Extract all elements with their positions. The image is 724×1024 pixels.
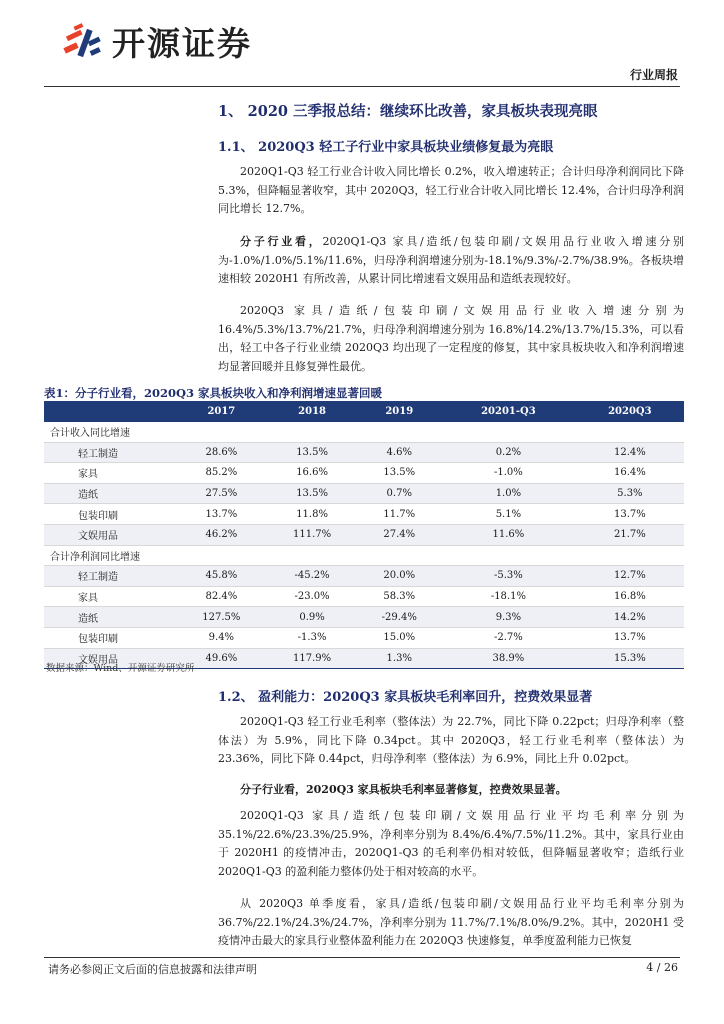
kaiyuan-logo-icon <box>60 19 104 63</box>
table-cell: -18.1% <box>441 586 576 607</box>
table-cell: -1.3% <box>267 627 358 648</box>
header-cell: 2019 <box>357 401 441 422</box>
table-cell: 127.5% <box>176 607 267 628</box>
table-cell: 13.5% <box>267 442 358 463</box>
table-row <box>44 442 684 463</box>
row-label: 包装印刷 <box>44 627 176 648</box>
table-row <box>44 524 684 545</box>
table-cell: 111.7% <box>267 524 358 545</box>
header-cell: 2020Q3 <box>576 401 684 422</box>
row-label: 文娱用品 <box>44 648 176 669</box>
table-cell: 11.8% <box>267 504 358 525</box>
row-label: 包装印刷 <box>44 504 176 525</box>
section-1-2-title: 1.2、 盈利能力：2020Q3 家具板块毛利率回升，控费效果显著 <box>218 690 593 705</box>
table-cell: 13.5% <box>267 483 358 504</box>
table-cell: 0.9% <box>267 607 358 628</box>
header-cell <box>44 401 176 422</box>
section-1-2-para-3: 2020Q1-Q3 家具/造纸/包装印刷/文娱用品行业平均毛利率分别为35.1%/22.6%/23.3%/25.9%，净利率分别为 8.4%/6.4%/7.5%/11.2%。其中，家具行业由于 2020H1 的疫情冲击，2020Q1-Q3 的毛利率仍相对较低，但降幅显著收窄；造纸行业 2020Q1-Q3 的盈利能力整体仍处于相对较高的水平。 <box>218 809 684 878</box>
row-label: 造纸 <box>44 483 176 504</box>
logo-text: 开源证券 <box>112 23 252 63</box>
table-cell: 28.6% <box>176 442 267 463</box>
table-cell: 15.3% <box>576 648 684 669</box>
row-label: 家具 <box>44 463 176 484</box>
table-row <box>44 566 684 587</box>
table-cell: -5.3% <box>441 566 576 587</box>
row-label: 家具 <box>44 586 176 607</box>
table-cell: -23.0% <box>267 586 358 607</box>
table-1-title: 表1：分子行业看，2020Q3 家具板块收入和净利润增速显著回暖 <box>44 386 383 400</box>
table-cell: 38.9% <box>441 648 576 669</box>
table-cell: 9.4% <box>176 627 267 648</box>
table-cell: 82.4% <box>176 586 267 607</box>
header-cell: 2017 <box>176 401 267 422</box>
table-cell: 13.7% <box>576 627 684 648</box>
table-cell: 20.0% <box>357 566 441 587</box>
table-cell: 27.5% <box>176 483 267 504</box>
section-1-2-para-1: 2020Q1-Q3 轻工行业毛利率（整体法）为 22.7%，同比下降 0.22pct；归母净利率（整体法）为 5.9%，同比下降 0.34pct。其中 2020Q3，轻工行业毛利率（整体法）为 23.36%，同比下降 0.44pct，归母净利率（整体法）为 6.9%，同比上升 0.02pct。 <box>218 715 684 765</box>
growth-table <box>44 401 684 669</box>
table-cell: 5.3% <box>576 483 684 504</box>
section-1-1-para-3: 2020Q3 家具/造纸/包装印刷/文娱用品行业收入增速分别为16.4%/5.3%/13.7%/21.7%，归母净利润增速分别为 16.8%/14.2%/13.7%/15.3%，可以看出，轻工中各子行业业绩 2020Q3 均出现了一定程度的修复，其中家具板块收入和净利润增速均显著回暖并且修复弹性最优。 <box>218 304 684 373</box>
row-label: 文娱用品 <box>44 524 176 545</box>
row-label: 造纸 <box>44 607 176 628</box>
report-type-tag: 行业周报 <box>629 68 678 82</box>
table-cell: 0.2% <box>441 442 576 463</box>
table-row <box>44 463 684 484</box>
table-cell: 15.0% <box>357 627 441 648</box>
table-section-row <box>44 422 684 442</box>
table-cell: -29.4% <box>357 607 441 628</box>
table-cell: 46.2% <box>176 524 267 545</box>
table-cell: 1.0% <box>441 483 576 504</box>
table-row <box>44 483 684 504</box>
table-cell: 21.7% <box>576 524 684 545</box>
table-cell: 16.4% <box>576 463 684 484</box>
section-1-1-para-1: 2020Q1-Q3 轻工行业合计收入同比增长 0.2%，收入增速转正；合计归母净利润同比下降 5.3%，但降幅显著收窄，其中 2020Q3，轻工行业合计收入同比增长 12.4%，合计归母净利润同比增长 12.7%。 <box>218 165 684 215</box>
footer-divider <box>44 957 680 958</box>
table-row <box>44 627 684 648</box>
table-cell: 13.5% <box>357 463 441 484</box>
section-1-1-title: 1.1、 2020Q3 轻工子行业中家具板块业绩修复最为亮眼 <box>218 140 554 155</box>
header-cell: 2018 <box>267 401 358 422</box>
table-cell: 16.6% <box>267 463 358 484</box>
table-cell: -2.7% <box>441 627 576 648</box>
section-1-2-para-2: 分子行业看，2020Q3 家具板块毛利率显著修复，控费效果显著。 <box>240 783 567 796</box>
table-cell: 58.3% <box>357 586 441 607</box>
section-1-title: 1、 2020 三季报总结：继续环比改善，家具板块表现亮眼 <box>218 103 598 120</box>
table-cell: 5.1% <box>441 504 576 525</box>
table-row <box>44 504 684 525</box>
table-header-row <box>44 401 684 422</box>
table-cell: 45.8% <box>176 566 267 587</box>
section-label: 合计收入同比增速 <box>44 422 684 442</box>
table-cell: 16.8% <box>576 586 684 607</box>
table-cell: -45.2% <box>267 566 358 587</box>
table-section-row <box>44 545 684 566</box>
header-divider <box>44 86 680 87</box>
table-cell: -1.0% <box>441 463 576 484</box>
table-cell: 85.2% <box>176 463 267 484</box>
section-1-1-para-2 <box>218 233 684 289</box>
para-2-body: 2020Q1-Q3 家具/造纸/包装印刷/文娱用品行业收入增速分别为-1.0%/1.0%/5.1%/11.6%，归母净利润增速分别为-18.1%/9.3%/-2.7%/38.9%。各板块增速相较 2020H1 有所改善，从累计同比增速看文娱用品和造纸表现较好。 <box>218 235 685 285</box>
table-cell: 11.6% <box>441 524 576 545</box>
table-cell: 13.7% <box>176 504 267 525</box>
table-row <box>44 607 684 628</box>
table-cell: 14.2% <box>576 607 684 628</box>
table-cell: 49.6% <box>176 648 267 669</box>
table-cell: 4.6% <box>357 442 441 463</box>
table-cell: 0.7% <box>357 483 441 504</box>
header-cell: 20201-Q3 <box>441 401 576 422</box>
table-cell: 117.9% <box>267 648 358 669</box>
table-cell: 12.4% <box>576 442 684 463</box>
brand-logo <box>60 18 252 64</box>
table-row <box>44 586 684 607</box>
table-cell: 1.3% <box>357 648 441 669</box>
table-cell: 13.7% <box>576 504 684 525</box>
footer-disclaimer: 请务必参阅正文后面的信息披露和法律声明 <box>48 963 257 976</box>
row-label: 轻工制造 <box>44 566 176 587</box>
section-label: 合计净利润同比增速 <box>44 545 684 566</box>
table-cell: 27.4% <box>357 524 441 545</box>
table-source: 数据来源：Wind、开源证券研究所 <box>46 663 195 674</box>
section-1-2-para-4: 从 2020Q3 单季度看，家具/造纸/包装印刷/文娱用品行业平均毛利率分别为36.7%/22.1%/24.3%/24.7%，净利率分别为 11.7%/7.1%/8.0%/9.2%。其中，2020H1 受疫情冲击最大的家具行业整体盈利能力在 2020Q3 快速修复，单季度盈利能力已恢复 <box>218 897 684 947</box>
row-label: 轻工制造 <box>44 442 176 463</box>
table-cell: 11.7% <box>357 504 441 525</box>
page-number: 4 / 26 <box>646 961 678 974</box>
table-cell: 12.7% <box>576 566 684 587</box>
table-cell: 9.3% <box>441 607 576 628</box>
para-2-lead: 分子行业看， <box>240 235 323 248</box>
